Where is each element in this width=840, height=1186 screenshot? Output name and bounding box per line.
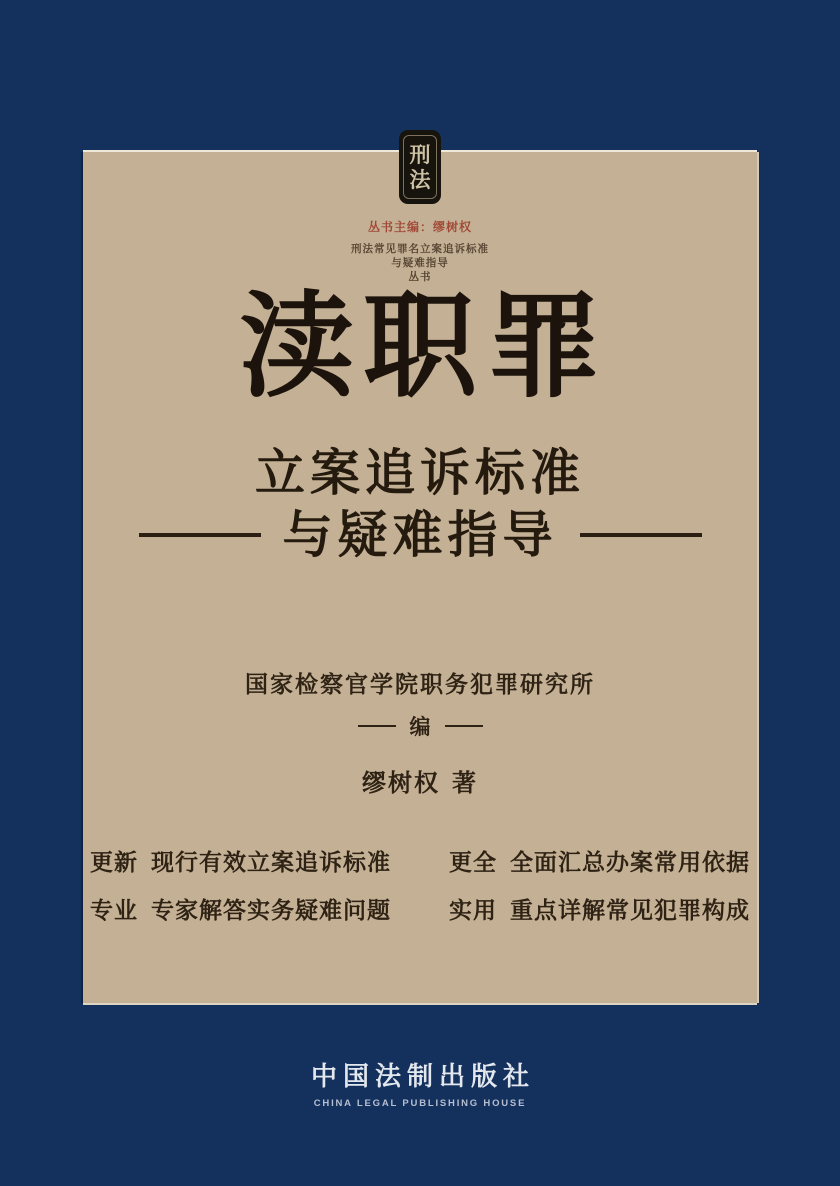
series-title-line-2: 与疑难指导 [391,258,449,269]
subtitle-line-1: 立案追诉标准 [255,445,585,501]
series-seal-border [403,135,437,199]
feature-item-3 [90,892,391,925]
role-right-dash [445,725,483,727]
subtitle-line-2: 与疑难指导 [282,507,558,563]
series-title-line-3: 丛书 [408,272,432,283]
seal-char-bottom: 法 [409,167,431,192]
feature-text: 现行有效立案追诉标准 [151,850,391,875]
feature-item-1 [90,844,391,877]
publisher-block [0,1056,840,1109]
author-organization: 国家检察官学院职务犯罪研究所 [245,672,595,697]
series-editor-line: 丛书主编：缪树权 [367,220,472,234]
feature-text: 专家解答实务疑难问题 [151,898,391,923]
feature-text: 重点详解常见犯罪构成 [510,898,750,923]
feature-label: 实用 [449,898,497,923]
feature-item-2 [449,844,750,877]
subtitle-line-2-row [83,506,757,564]
author-block [83,666,757,798]
author-person-row [83,763,757,798]
feature-label: 更新 [90,850,138,875]
org-role-row [83,711,757,741]
series-seal-icon [399,130,441,204]
feature-grid [90,844,750,925]
role-left-dash [358,725,396,727]
book-title: 渎职罪 [238,284,611,411]
feature-item-4 [449,892,750,925]
series-title-line-1: 刑法常见罪名立案追诉标准 [351,244,489,255]
feature-label: 更全 [449,850,497,875]
book-subtitle [83,444,757,564]
feature-text: 全面汇总办案常用依据 [510,850,750,875]
author-person-name: 缪树权 [362,771,440,797]
publisher-name-cn: 中国法制出版社 [310,1061,535,1091]
series-info [83,218,757,285]
feature-label: 专业 [90,898,138,923]
subtitle-left-rule [139,533,261,537]
subtitle-right-rule [580,533,702,537]
publisher-name-en: CHINA LEGAL PUBLISHING HOUSE [313,1098,527,1109]
author-person-role: 著 [452,771,478,797]
seal-char-top: 刑 [409,142,431,167]
cover-panel [83,142,757,1003]
org-role: 编 [409,715,431,739]
